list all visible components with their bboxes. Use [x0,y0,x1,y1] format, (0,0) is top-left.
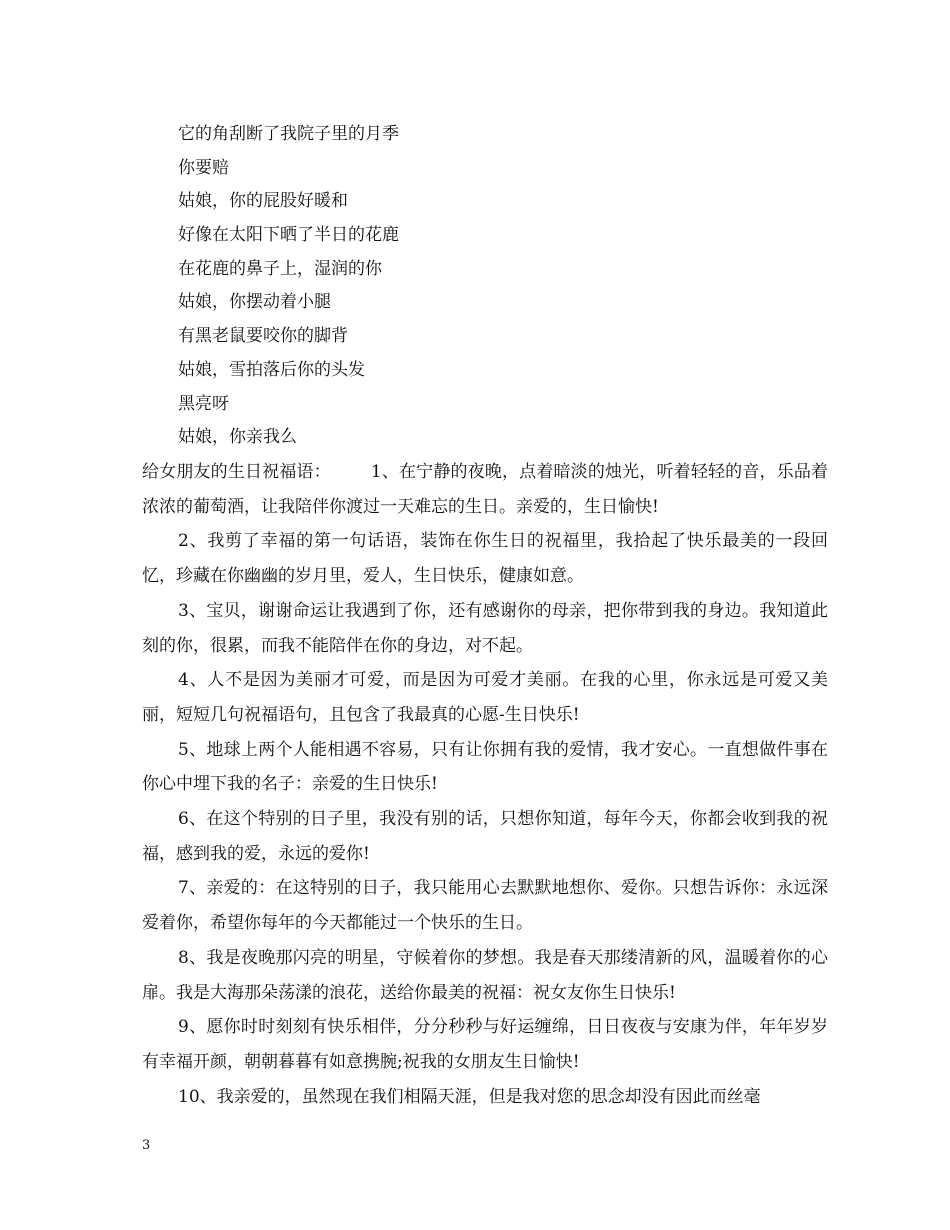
wish-paragraph: 3、宝贝，谢谢命运让我遇到了你，还有感谢你的母亲，把你带到我的身边。我知道此刻的你，很累，而我不能陪伴在你的身边，对不起。 [142,600,828,656]
wish-paragraph: 5、地球上两个人能相遇不容易，只有让你拥有我的爱情，我才安心。一直想做件事在你心中埋下我的名子：亲爱的生日快乐! [142,739,828,795]
wish-paragraph [142,455,828,524]
wish-paragraph: 4、人不是因为美丽才可爱，而是因为可爱才美丽。在我的心里，你永远是可爱又美丽，短短几句祝福语句，且包含了我最真的心愿-生日快乐! [142,670,828,725]
poem-line: 姑娘，你亲我么 [178,427,297,448]
page-number: 3 [142,1138,151,1153]
poem-line: 黑亮呀 [178,393,229,414]
wish-paragraph: 9、愿你时时刻刻有快乐相伴，分分秒秒与好运缠绵，日日夜夜与安康为伴，年年岁岁有幸福开颜，朝朝暮暮有如意携腕;祝我的女朋友生日愉快! [142,1017,828,1072]
wish-paragraph: 7、亲爱的：在这特别的日子，我只能用心去默默地想你、爱你。只想告诉你：永远深爱着你，希望你每年的今天都能过一个快乐的生日。 [142,878,828,934]
wish-paragraph: 8、我是夜晚那闪亮的明星，守候着你的梦想。我是春天那缕清新的风，温暖着你的心扉。我是大海那朵荡漾的浪花，送给你最美的祝福：祝女友你生日快乐! [142,947,828,1003]
section-title: 给女朋友的生日祝福语： [142,462,331,482]
poem-line: 你要赔 [178,157,229,178]
poem-line: 在花鹿的鼻子上，湿润的你 [178,258,382,279]
wish-paragraph: 10、我亲爱的，虽然现在我们相隔天涯，但是我对您的思念却没有因此而丝毫 [178,1086,761,1107]
poem-block [178,118,818,455]
wish-text: 1、在宁静的夜晚，点着暗淡的烛光，听着轻轻的音，乐品着浓浓的葡萄酒，让我陪伴你渡过一天难忘的生日。亲爱的，生日愉快! [142,462,828,517]
poem-line: 有黑老鼠要咬你的脚背 [178,326,348,347]
wish-paragraph: 2、我剪了幸福的第一句话语，装饰在你生日的祝福里，我拾起了快乐最美的一段回忆，珍藏在你幽幽的岁月里，爱人，生日快乐，健康如意。 [142,531,828,587]
poem-line: 姑娘，你摆动着小腿 [178,292,331,313]
poem-line: 姑娘，雪拍落后你的头发 [178,359,365,380]
poem-line: 姑娘，你的屁股好暖和 [178,191,348,212]
poem-line: 好像在太阳下晒了半日的花鹿 [178,225,399,246]
wish-paragraph: 6、在这个特别的日子里，我没有别的话，只想你知道，每年今天，你都会收到我的祝福，感到我的爱，永远的爱你! [142,809,828,864]
wishes-block [142,455,828,1114]
poem-line: 它的角刮断了我院子里的月季 [178,124,399,144]
